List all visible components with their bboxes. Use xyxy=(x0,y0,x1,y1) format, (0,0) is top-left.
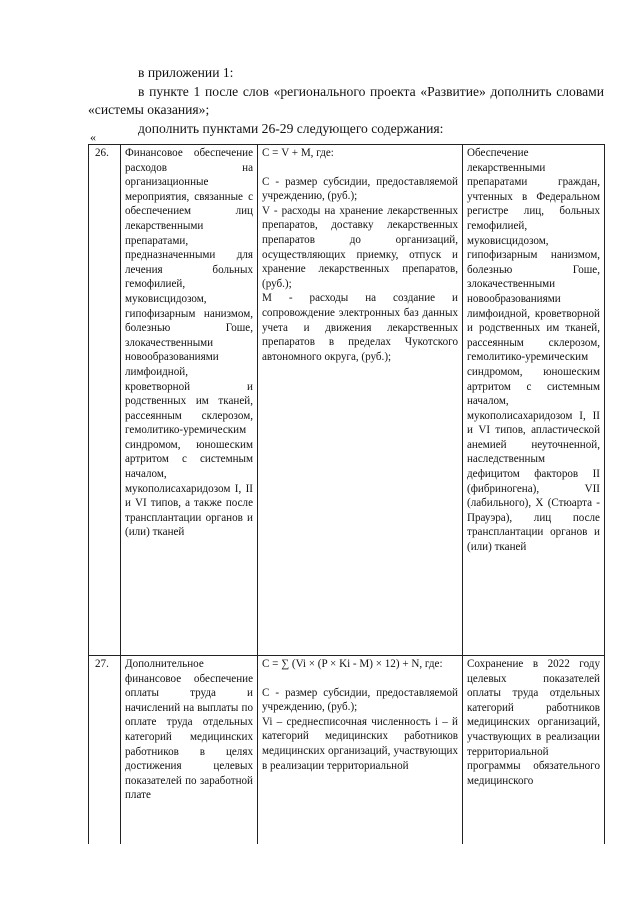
table-row xyxy=(89,145,605,656)
intro-line-add-items: дополнить пунктами 26-29 следующего содержания: xyxy=(138,120,444,136)
formula-line: С - размер субсидии, предоставляемой учреждению, (руб.); xyxy=(262,175,458,203)
row-formula xyxy=(258,656,463,845)
row-result: Обеспечение лекарственными препаратами граждан, учтенных в Федеральном регистре лиц, больных гемофилией, муковисцидозом, гипофизарным нанизмом, болезнью Гоше, злокачественными новообразованиями лимфоидной, кроветворной и родственных им тканей, рассеянным склерозом, гемолитико-уремическим синдромом, юношеским артритом с системным началом, мукополисахаридозом I, II и VI типов, апластической анемией неуточненной, наследственным дефицитом факторов II (фибриногена), VII (лабильного), X (Стюарта - Прауэра), лиц после трансплантации органов и (или) тканей xyxy=(463,145,605,656)
amendment-table xyxy=(88,144,605,844)
intro-line-item1: в пункте 1 после слов «регионального проекта «Развитие» дополнить словами «системы оказания»; xyxy=(88,83,604,117)
formula-line: V - расходы на хранение лекарственных препаратов, доставку лекарственных препаратов до организаций, осуществляющих приемку, отпуск и хранение лекарственных препаратов, (руб.); xyxy=(262,204,458,290)
row-number: 26. xyxy=(89,145,121,656)
row-purpose: Финансовое обеспечение расходов на организационные мероприятия, связанные с обеспечением лиц лекарственными препаратами, предназначенными для лечения больных гемофилией, муковисцидозом, гипофизарным нанизмом, болезнью Гоше, злокачественными новообразованиями лимфоидной, кроветворной и родственных им тканей, рассеянным склерозом, гемолитико-уремическим синдромом, юношеским артритом с системным началом, мукополисахаридозом I, II и VI типов, а также после трансплантации органов и (или) тканей xyxy=(121,145,258,656)
intro-text xyxy=(88,64,604,138)
opening-quote: « xyxy=(90,130,96,144)
formula-line: М - расходы на создание и сопровождение электронных баз данных учета и движения лекарственных препаратов в пределах Чукотского автономного округа, (руб.); xyxy=(262,292,458,363)
row-purpose: Дополнительное финансовое обеспечение оплаты труда и начислений на выплаты по оплате труда отдельных категорий медицинских работников в целях достижения целевых показателей по заработной плате xyxy=(121,656,258,845)
formula-line: С - размер субсидии, предоставляемой учреждению, (руб.); xyxy=(262,686,458,714)
formula-line: С = V + М, где: xyxy=(262,147,334,159)
row-number: 27. xyxy=(89,656,121,845)
row-result: Сохранение в 2022 году целевых показателей оплаты труда отдельных категорий работников медицинских организаций, участвующих в реализации территориальной программы обязательного медицинского xyxy=(463,656,605,845)
formula-line: Vi – среднесписочная численность i – й категорий медицинских работников медицинских организаций, участвующих в реализации территориальной xyxy=(262,715,458,772)
table-row xyxy=(89,656,605,845)
intro-line-appendix: в приложении 1: xyxy=(138,65,234,80)
formula-line: С = ∑ (Vi × (P × Ki - M) × 12) + N, где: xyxy=(262,658,443,670)
row-formula xyxy=(258,145,463,656)
